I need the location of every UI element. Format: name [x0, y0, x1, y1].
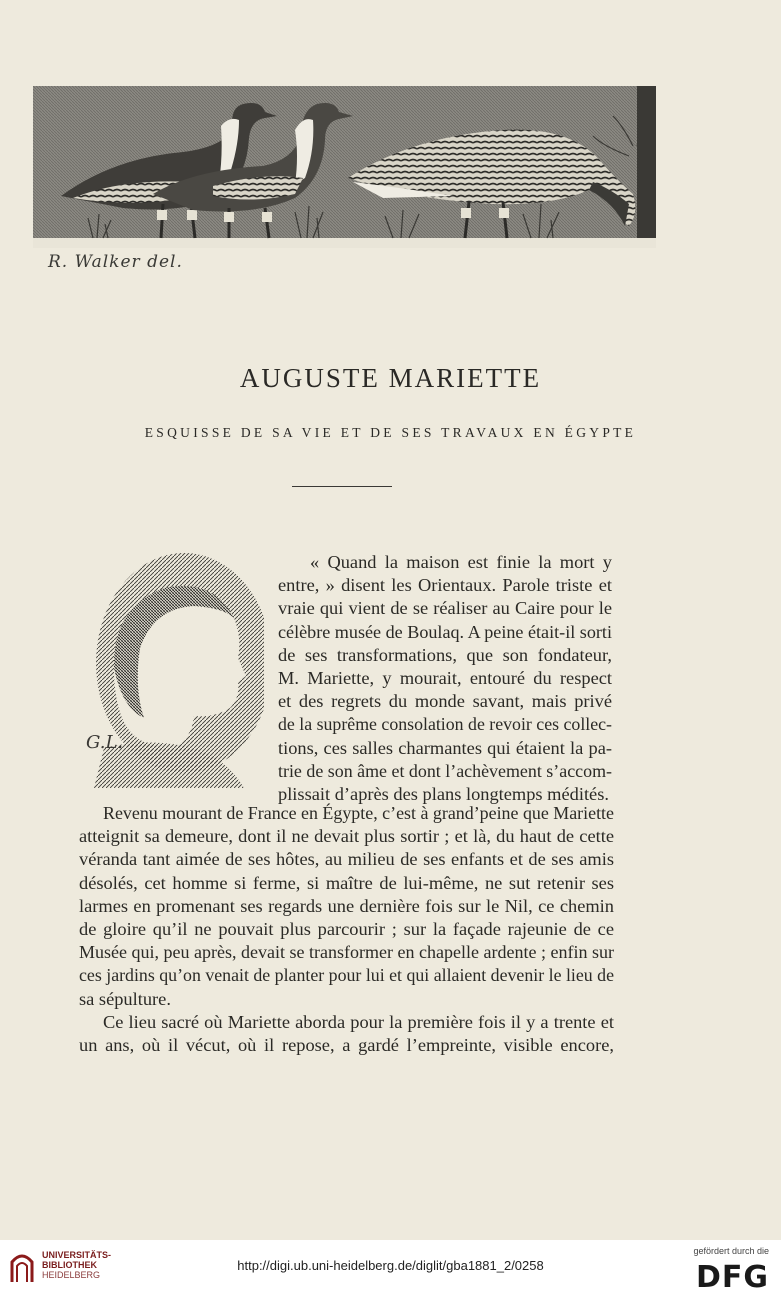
title-divider	[292, 486, 392, 487]
body-text-line: un ans, où il vécut, où il repose, a gardé l’empreinte, visible encore,	[79, 1035, 614, 1055]
university-library-name: UNIVERSITÄTS- BIBLIOTHEK HEIDELBERG	[42, 1250, 112, 1280]
body-text-line: entre, » disent les Orientaux. Parole triste et	[278, 575, 612, 596]
body-text-line: larmes en promenant ses regards une dernière fois sur le Nil, ce chemin	[79, 895, 614, 916]
body-text-line: de gloire qu’il ne pouvait plus parcourir ; sur la façade rajeunie de ce	[79, 919, 614, 939]
body-text-line: Musée qui, peu après, devait se transformer en chapelle ardente ; enfin sur	[79, 942, 614, 963]
mariette-portrait-engraving	[74, 548, 264, 788]
digitization-footer	[0, 1240, 781, 1297]
portrait-monogram: G.L.	[86, 732, 124, 753]
body-text-line: et des regrets du monde savant, mais privé	[278, 691, 612, 712]
body-text-line: ces jardins qu’on venait de planter pour lui et qui allaient devenir le lieu de	[79, 965, 614, 986]
body-text-line: atteignit sa demeure, dont il ne devait plus sortir ; et là, du haut de cette	[79, 826, 614, 847]
body-text-line: de la suprême consolation de revoir ces collec-	[278, 714, 612, 735]
body-text-line: M. Mariette, y mourait, entouré du respect	[278, 668, 612, 688]
article-subtitle: ESQUISSE DE SA VIE ET DE SES TRAVAUX EN ÉGYPTE	[144, 425, 637, 440]
body-text-line: « Quand la maison est finie la mort y	[310, 552, 612, 572]
body-text-line: Revenu mourant de France en Égypte, c’est à grand’peine que Mariette	[103, 803, 614, 823]
body-text-line: véranda tant aimée de ses hôtes, au milieu de ses enfants et de ses amis	[79, 849, 614, 870]
body-text-line: vraie qui vient de se réaliser au Caire pour le	[278, 598, 612, 619]
body-text-line: tions, ces salles charmantes qui étaient la pa-	[278, 737, 612, 758]
body-text-line: de ses transformations, que son fondateur,	[278, 644, 612, 665]
body-text-line: plissait d’après des plans longtemps médités.	[278, 784, 609, 804]
body-text-line: désolés, cet homme si ferme, si maître de lui-même, ne sut retenir ses	[79, 872, 614, 893]
body-text-line: trie de son âme et dont l’achèvement s’accom-	[278, 760, 612, 781]
body-text-line: sa sépulture.	[79, 988, 171, 1009]
permalink-url[interactable]: http://digi.ub.uni-heidelberg.de/diglit/gba1881_2/0258	[237, 1258, 544, 1273]
geese-frieze-illustration	[33, 86, 656, 248]
funded-by-text: gefördert durch die	[693, 1246, 769, 1256]
illustrator-signature: R. Walker del.	[48, 252, 183, 272]
article-title: AUGUSTE MARIETTE	[239, 363, 542, 393]
body-text-line: célèbre musée de Boulaq. A peine était-il sorti	[278, 621, 612, 642]
dfg-logo: DFG	[695, 1260, 769, 1295]
body-text-line: Ce lieu sacré où Mariette aborda pour la première fois il y a trente et	[103, 1011, 614, 1032]
